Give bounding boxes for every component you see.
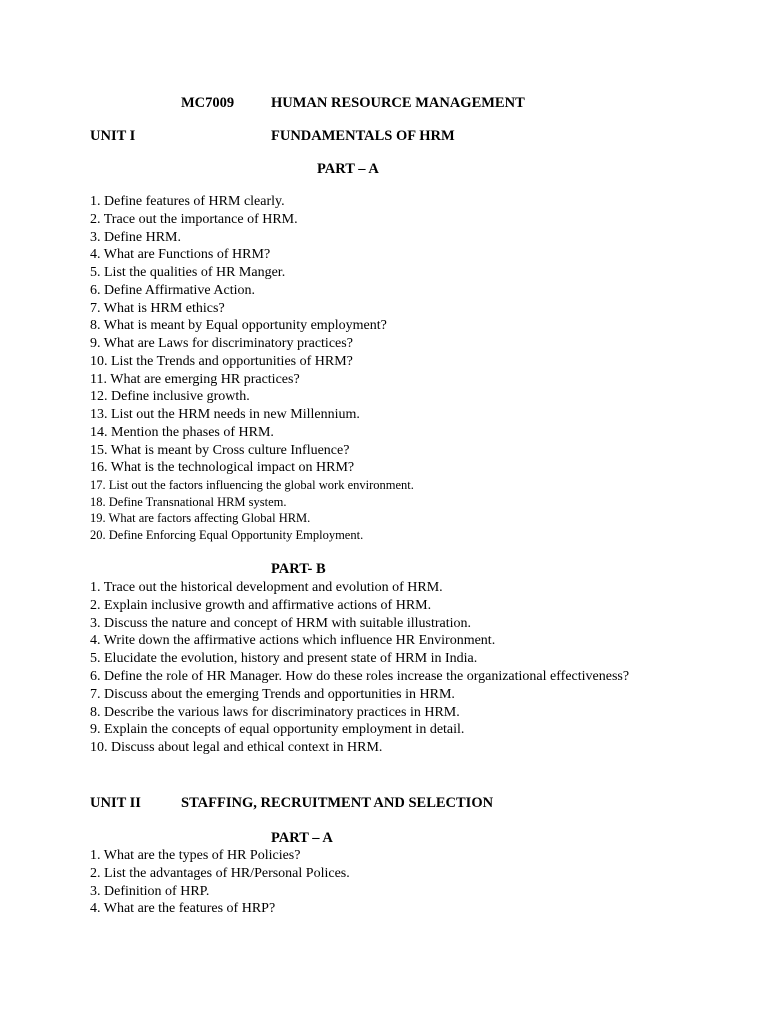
list-item: 1. Define features of HRM clearly. (90, 194, 285, 209)
list-item: 1. Trace out the historical development and evolution of HRM. (90, 580, 443, 595)
list-item: 17. List out the factors influencing the global work environment. (90, 478, 414, 492)
list-item: 15. What is meant by Cross culture Influence? (90, 442, 350, 458)
unit1-part-a-heading: PART – A (317, 161, 379, 177)
list-item: 1. What are the types of HR Policies? (90, 848, 301, 863)
list-item: 9. What are Laws for discriminatory practices? (90, 336, 353, 351)
list-item: 3. Discuss the nature and concept of HRM with suitable illustration. (90, 615, 472, 631)
list-item: 13. List out the HRM needs in new Millennium. (90, 407, 360, 422)
list-item: 20. Define Enforcing Equal Opportunity Employment. (90, 527, 364, 542)
list-item: 2. Trace out the importance of HRM. (90, 211, 298, 227)
list-item: 4. What are the features of HRP? (90, 901, 276, 917)
list-item: 6. Define Affirmative Action. (90, 282, 255, 298)
list-item: 2. List the advantages of HR/Personal Polices. (90, 865, 350, 881)
list-item: 18. Define Transnational HRM system. (90, 494, 287, 509)
list-item: 8. What is meant by Equal opportunity employment? (90, 318, 387, 334)
unit1-title: FUNDAMENTALS OF HRM (271, 128, 455, 144)
list-item: 4. What are Functions of HRM? (90, 247, 271, 263)
unit2-label: UNIT II (90, 795, 141, 811)
course-title: HUMAN RESOURCE MANAGEMENT (271, 95, 525, 111)
unit1-label: UNIT I (90, 128, 136, 144)
unit1-part-a-list (90, 193, 414, 543)
list-item: 9. Explain the concepts of equal opportunity employment in detail. (90, 722, 465, 738)
list-item: 2. Explain inclusive growth and affirmative actions of HRM. (90, 597, 432, 613)
unit1-part-b-list (90, 579, 629, 757)
course-code: MC7009 (181, 95, 235, 111)
list-item: 10. List the Trends and opportunities of HRM? (90, 353, 353, 369)
list-item: 5. Elucidate the evolution, history and present state of HRM in India. (90, 651, 478, 667)
list-item: 12. Define inclusive growth. (90, 389, 250, 405)
list-item: 8. Describe the various laws for discriminatory practices in HRM. (90, 704, 460, 720)
list-item: 3. Definition of HRP. (90, 883, 210, 899)
list-item: 16. What is the technological impact on HRM? (90, 460, 355, 476)
list-item: 3. Define HRM. (90, 229, 181, 245)
list-item: 4. Write down the affirmative actions which influence HR Environment. (90, 633, 496, 649)
list-item: 10. Discuss about legal and ethical context in HRM. (90, 740, 383, 756)
list-item: 5. List the qualities of HR Manger. (90, 265, 286, 280)
list-item: 19. What are factors affecting Global HRM. (90, 511, 311, 525)
list-item: 11. What are emerging HR practices? (90, 371, 300, 387)
unit2-title: STAFFING, RECRUITMENT AND SELECTION (181, 795, 494, 811)
list-item: 7. What is HRM ethics? (90, 300, 225, 316)
list-item: 7. Discuss about the emerging Trends and opportunities in HRM. (90, 686, 455, 702)
unit2-part-a-heading: PART – A (271, 830, 333, 846)
list-item: 14. Mention the phases of HRM. (90, 424, 274, 440)
unit1-part-b-heading: PART- B (271, 561, 326, 577)
list-item: 6. Define the role of HR Manager. How do these roles increase the organizational effectiveness? (90, 668, 630, 684)
unit2-part-a-list (90, 847, 350, 918)
